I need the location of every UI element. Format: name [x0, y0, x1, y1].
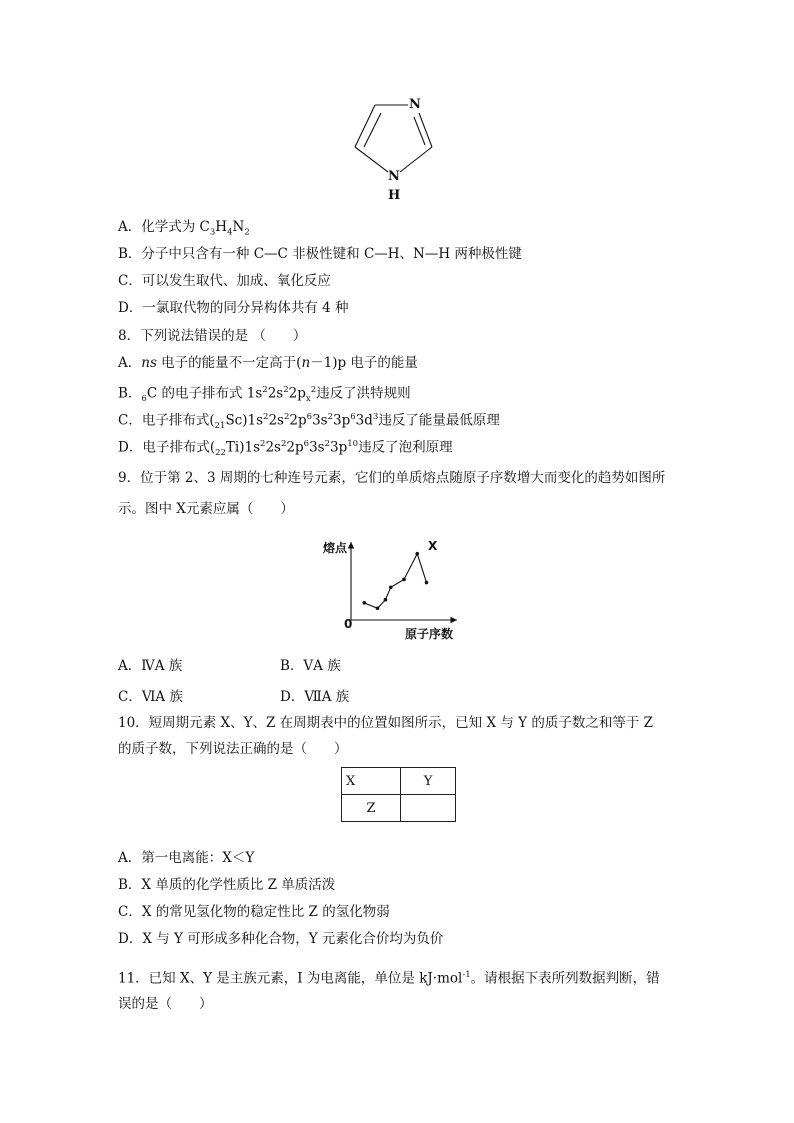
q9-stem-line2: 示。图中 X元素应属（ ） — [118, 501, 294, 517]
superscript: 6 — [306, 412, 313, 422]
q8-option-a — [118, 354, 418, 372]
superscript: 2 — [262, 385, 268, 395]
q7-option-a — [118, 218, 250, 242]
superscript: 3 — [372, 412, 379, 422]
q8-c-text: 违反了能量最低原理 — [378, 412, 500, 429]
q8-b-label: B． — [118, 385, 142, 402]
q10-option-a: A．第一电离能：X＜Y — [118, 850, 255, 866]
subscript: 2 — [244, 227, 250, 238]
table-row — [342, 768, 456, 795]
periodic-position-table — [341, 767, 456, 822]
q8-option-c — [118, 408, 500, 435]
origin-label: 0 — [344, 617, 353, 631]
q8-d-text: 3s — [309, 439, 325, 456]
q8-b-text: C 的电子排布式 1s — [146, 385, 263, 402]
q8-c-text: 2s — [268, 412, 284, 429]
table-cell-z: Z — [342, 795, 401, 822]
table-cell-empty — [401, 795, 456, 822]
data-point — [402, 578, 406, 582]
superscript: 6 — [350, 412, 356, 422]
superscript: 2 — [327, 412, 334, 422]
q8-d-text: 3p — [330, 439, 348, 456]
atom-h-bottom: H — [388, 188, 401, 203]
superscript: 6 — [303, 439, 310, 449]
superscript: 2 — [260, 439, 266, 449]
q11-text: 。请根据下表所列数据判断，错 — [470, 970, 660, 987]
q10-option-d: D．X 与 Y 可形成多种化合物，Y 元素化合价均为负价 — [118, 931, 444, 947]
subscript: 4 — [227, 227, 233, 238]
q9-option-c: C．ⅥA 族 — [118, 689, 183, 705]
q8-c-text: 3s — [312, 412, 328, 429]
q9-option-d: D．ⅦA 族 — [280, 689, 350, 705]
melting-point-chart — [315, 538, 475, 643]
subscript: 21 — [214, 421, 226, 432]
q8-a-text2: －1)p 电子的能量 — [310, 355, 418, 371]
q7-a-h: H — [215, 219, 228, 235]
q8-d-text: 违反了泡利原理 — [358, 439, 453, 456]
table-cell-x: X — [342, 768, 401, 795]
subscript: x — [305, 394, 311, 405]
q8-b-text: 2p — [288, 385, 306, 402]
series-line — [364, 554, 426, 609]
q8-option-b — [118, 381, 411, 408]
atom-n-bottom: N — [388, 169, 400, 184]
superscript: 2 — [283, 385, 289, 395]
q8-c-text: 2p — [289, 412, 307, 429]
q8-c-text: 3p — [333, 412, 351, 429]
q11-text: 11．已知 X、Y 是主族元素，I 为电离能，单位是 kJ·mol — [118, 970, 463, 987]
superscript: 10 — [347, 439, 359, 449]
superscript: 2 — [283, 412, 290, 422]
imidazole-structure — [345, 95, 445, 205]
data-point — [384, 598, 388, 602]
data-point — [415, 552, 419, 556]
q8-c-text: Sc)1s — [225, 412, 264, 429]
q8-a-text: 电子的能量不一定高于( — [156, 355, 302, 371]
q11-stem-line1 — [118, 966, 660, 988]
subscript: 22 — [215, 448, 226, 459]
q7-option-b: B．分子中只含有一种 C—C 非极性键和 C—H、N—H 两种极性键 — [118, 246, 522, 262]
q8-c-text: 3d — [355, 412, 373, 429]
q11-stem-line2: 误的是（ ） — [118, 996, 213, 1012]
superscript: 2 — [310, 385, 317, 395]
subscript: 3 — [209, 227, 216, 238]
q8-b-text: 违反了洪特规则 — [316, 385, 411, 402]
q7-option-c: C．可以发生取代、加成、氧化反应 — [118, 273, 331, 289]
q9-stem-line1: 9．位于第 2、3 周期的七种连号元素，它们的单质熔点随原子序数增大而变化的趋势如图所 — [118, 470, 666, 486]
x-point-annotation: X — [428, 539, 438, 553]
q8-d-label: D．电子排布式( — [118, 439, 216, 456]
data-point — [389, 585, 393, 589]
q7-a-text: A．化学式为 C — [118, 219, 210, 235]
q10-stem-line1: 10．短周期元素 X、Y、Z 在周期表中的位置如图所示，已知 X 与 Y 的质子数之和等于 Z — [118, 715, 654, 731]
subscript: 6 — [141, 394, 147, 405]
q8-b-text: 2s — [267, 385, 284, 402]
q7-a-n: N — [232, 219, 245, 235]
table-cell-y: Y — [401, 768, 456, 795]
q8-option-d — [118, 435, 453, 462]
q8-a-label: A． — [118, 355, 142, 371]
data-point — [425, 581, 429, 585]
q8-c-label: C．电子排布式( — [118, 412, 215, 429]
q9-option-b: B．ⅤA 族 — [280, 658, 341, 674]
q8-a-n: n — [301, 355, 311, 371]
superscript: -1 — [462, 970, 471, 980]
q10-stem-line2: 的质子数，下列说法正确的是（ ） — [118, 741, 348, 757]
q8-a-ns: ns — [141, 355, 157, 371]
x-axis-label: 原子序数 — [405, 627, 454, 641]
atom-n-top: N — [409, 97, 421, 112]
q10-option-c: C．X 的常见氢化物的稳定性比 Z 的氢化物弱 — [118, 904, 390, 920]
superscript: 2 — [324, 439, 331, 449]
q8-d-text: 2s — [265, 439, 281, 456]
q10-option-b: B．X 单质的化学性质比 Z 单质活泼 — [118, 877, 336, 893]
superscript: 2 — [280, 439, 287, 449]
q8-d-text: 2p — [286, 439, 304, 456]
superscript: 2 — [263, 412, 269, 422]
q8-stem: 8．下列说法错误的是 （ ） — [118, 328, 307, 344]
data-point — [362, 601, 366, 605]
q9-option-a: A．ⅣA 族 — [118, 658, 183, 674]
y-axis-label: 熔点 — [323, 541, 348, 555]
data-point — [376, 607, 380, 611]
q8-d-text: Ti)1s — [225, 439, 261, 456]
table-row — [342, 795, 456, 822]
q7-option-d: D．一氯取代物的同分异构体共有 4 种 — [118, 300, 349, 316]
